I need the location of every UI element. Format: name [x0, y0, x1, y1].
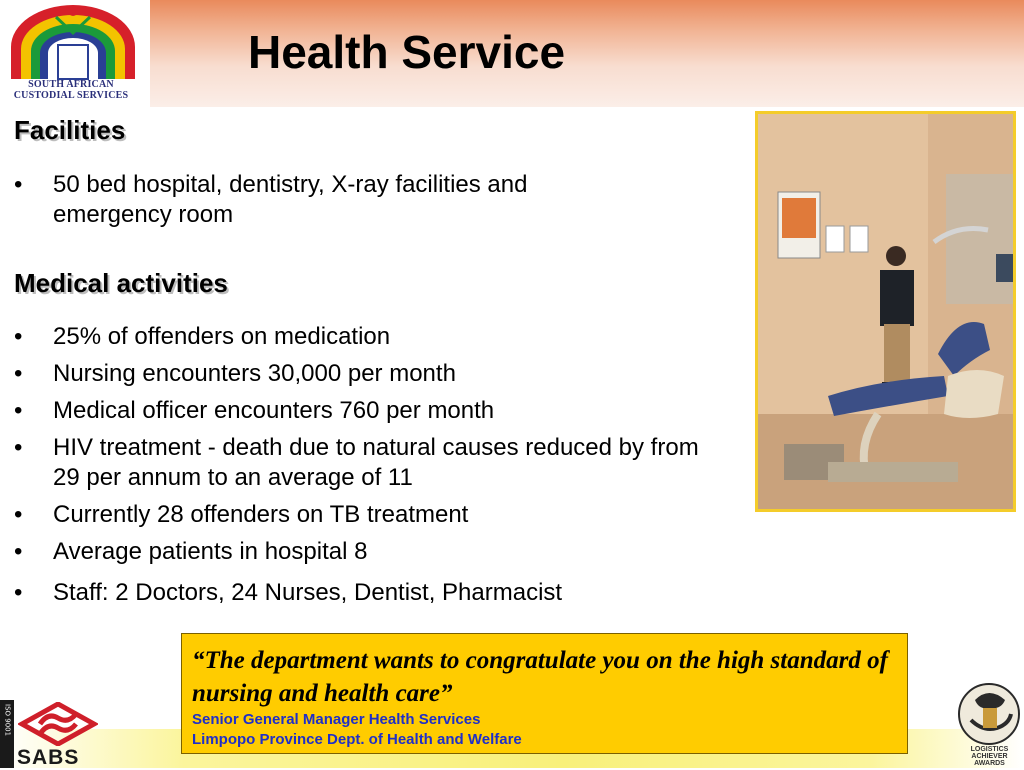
bullet-dot: • [14, 171, 23, 198]
page-title: Health Service [248, 26, 566, 78]
medical-list [14, 322, 730, 608]
logo-caption-line2: CUSTODIAL SERVICES [13, 90, 129, 101]
award-caption [955, 746, 1024, 767]
rainbow-arch-logo-icon [6, 3, 140, 81]
logo-caption [4, 79, 138, 101]
iso-9001-strip [0, 700, 14, 768]
bullet-dot: • [14, 579, 23, 606]
award-caption-line1: LOGISTICS [970, 746, 1009, 753]
sabs-logo [0, 700, 100, 768]
logistics-achiever-award [955, 680, 1024, 768]
list-item [14, 359, 730, 389]
list-item-text: Staff: 2 Doctors, 24 Nurses, Dentist, Pharmacist [53, 579, 563, 606]
list-item [14, 396, 730, 426]
clinic-photo-image [758, 114, 1013, 509]
award-globe-icon [955, 680, 1024, 746]
bullet-dot: • [14, 434, 23, 461]
sabs-wordmark: SABS [17, 746, 80, 769]
award-caption-line3: AWARDS [974, 760, 1005, 767]
bullet-dot: • [14, 360, 23, 387]
testimonial-quote-box [181, 633, 908, 754]
facilities-list [14, 170, 634, 230]
testimonial-quote: “The department wants to congratulate you on the high standard of nursing and health care” [192, 647, 888, 707]
quote-source-organisation: Limpopo Province Dept. of Health and Welfare [192, 731, 522, 748]
list-item [14, 537, 730, 567]
section-heading-facilities: Facilities [14, 115, 126, 145]
bullet-dot: • [14, 538, 23, 565]
list-item [14, 500, 730, 530]
section-heading-medical: Medical activities [14, 268, 228, 298]
list-item-text: Currently 28 offenders on TB treatment [53, 501, 469, 528]
bullet-dot: • [14, 501, 23, 528]
list-item [14, 322, 730, 352]
iso-label: ISO 9001 [3, 704, 12, 737]
list-item-text: Nursing encounters 30,000 per month [53, 360, 456, 387]
dental-clinic-photo [755, 111, 1016, 512]
list-item [14, 433, 730, 493]
bullet-dot: • [14, 397, 23, 424]
company-logo [0, 0, 150, 107]
award-caption-line2: ACHIEVER [971, 753, 1008, 760]
list-item-text: HIV treatment - death due to natural causes reduced by from 29 per annum to an average of 11 [53, 434, 699, 491]
list-item-text: 50 bed hospital, dentistry, X-ray facilities and emergency room [53, 171, 528, 228]
sabs-mark-icon [18, 702, 98, 746]
logo-caption-line1: SOUTH AFRICAN [28, 79, 114, 90]
quote-source-title: Senior General Manager Health Services [192, 711, 481, 728]
list-item [14, 170, 634, 230]
bullet-dot: • [14, 323, 23, 350]
list-item-text: Medical officer encounters 760 per month [53, 397, 495, 424]
list-item [14, 578, 730, 608]
list-item-text: 25% of offenders on medication [53, 323, 391, 350]
list-item-text: Average patients in hospital 8 [53, 538, 368, 565]
